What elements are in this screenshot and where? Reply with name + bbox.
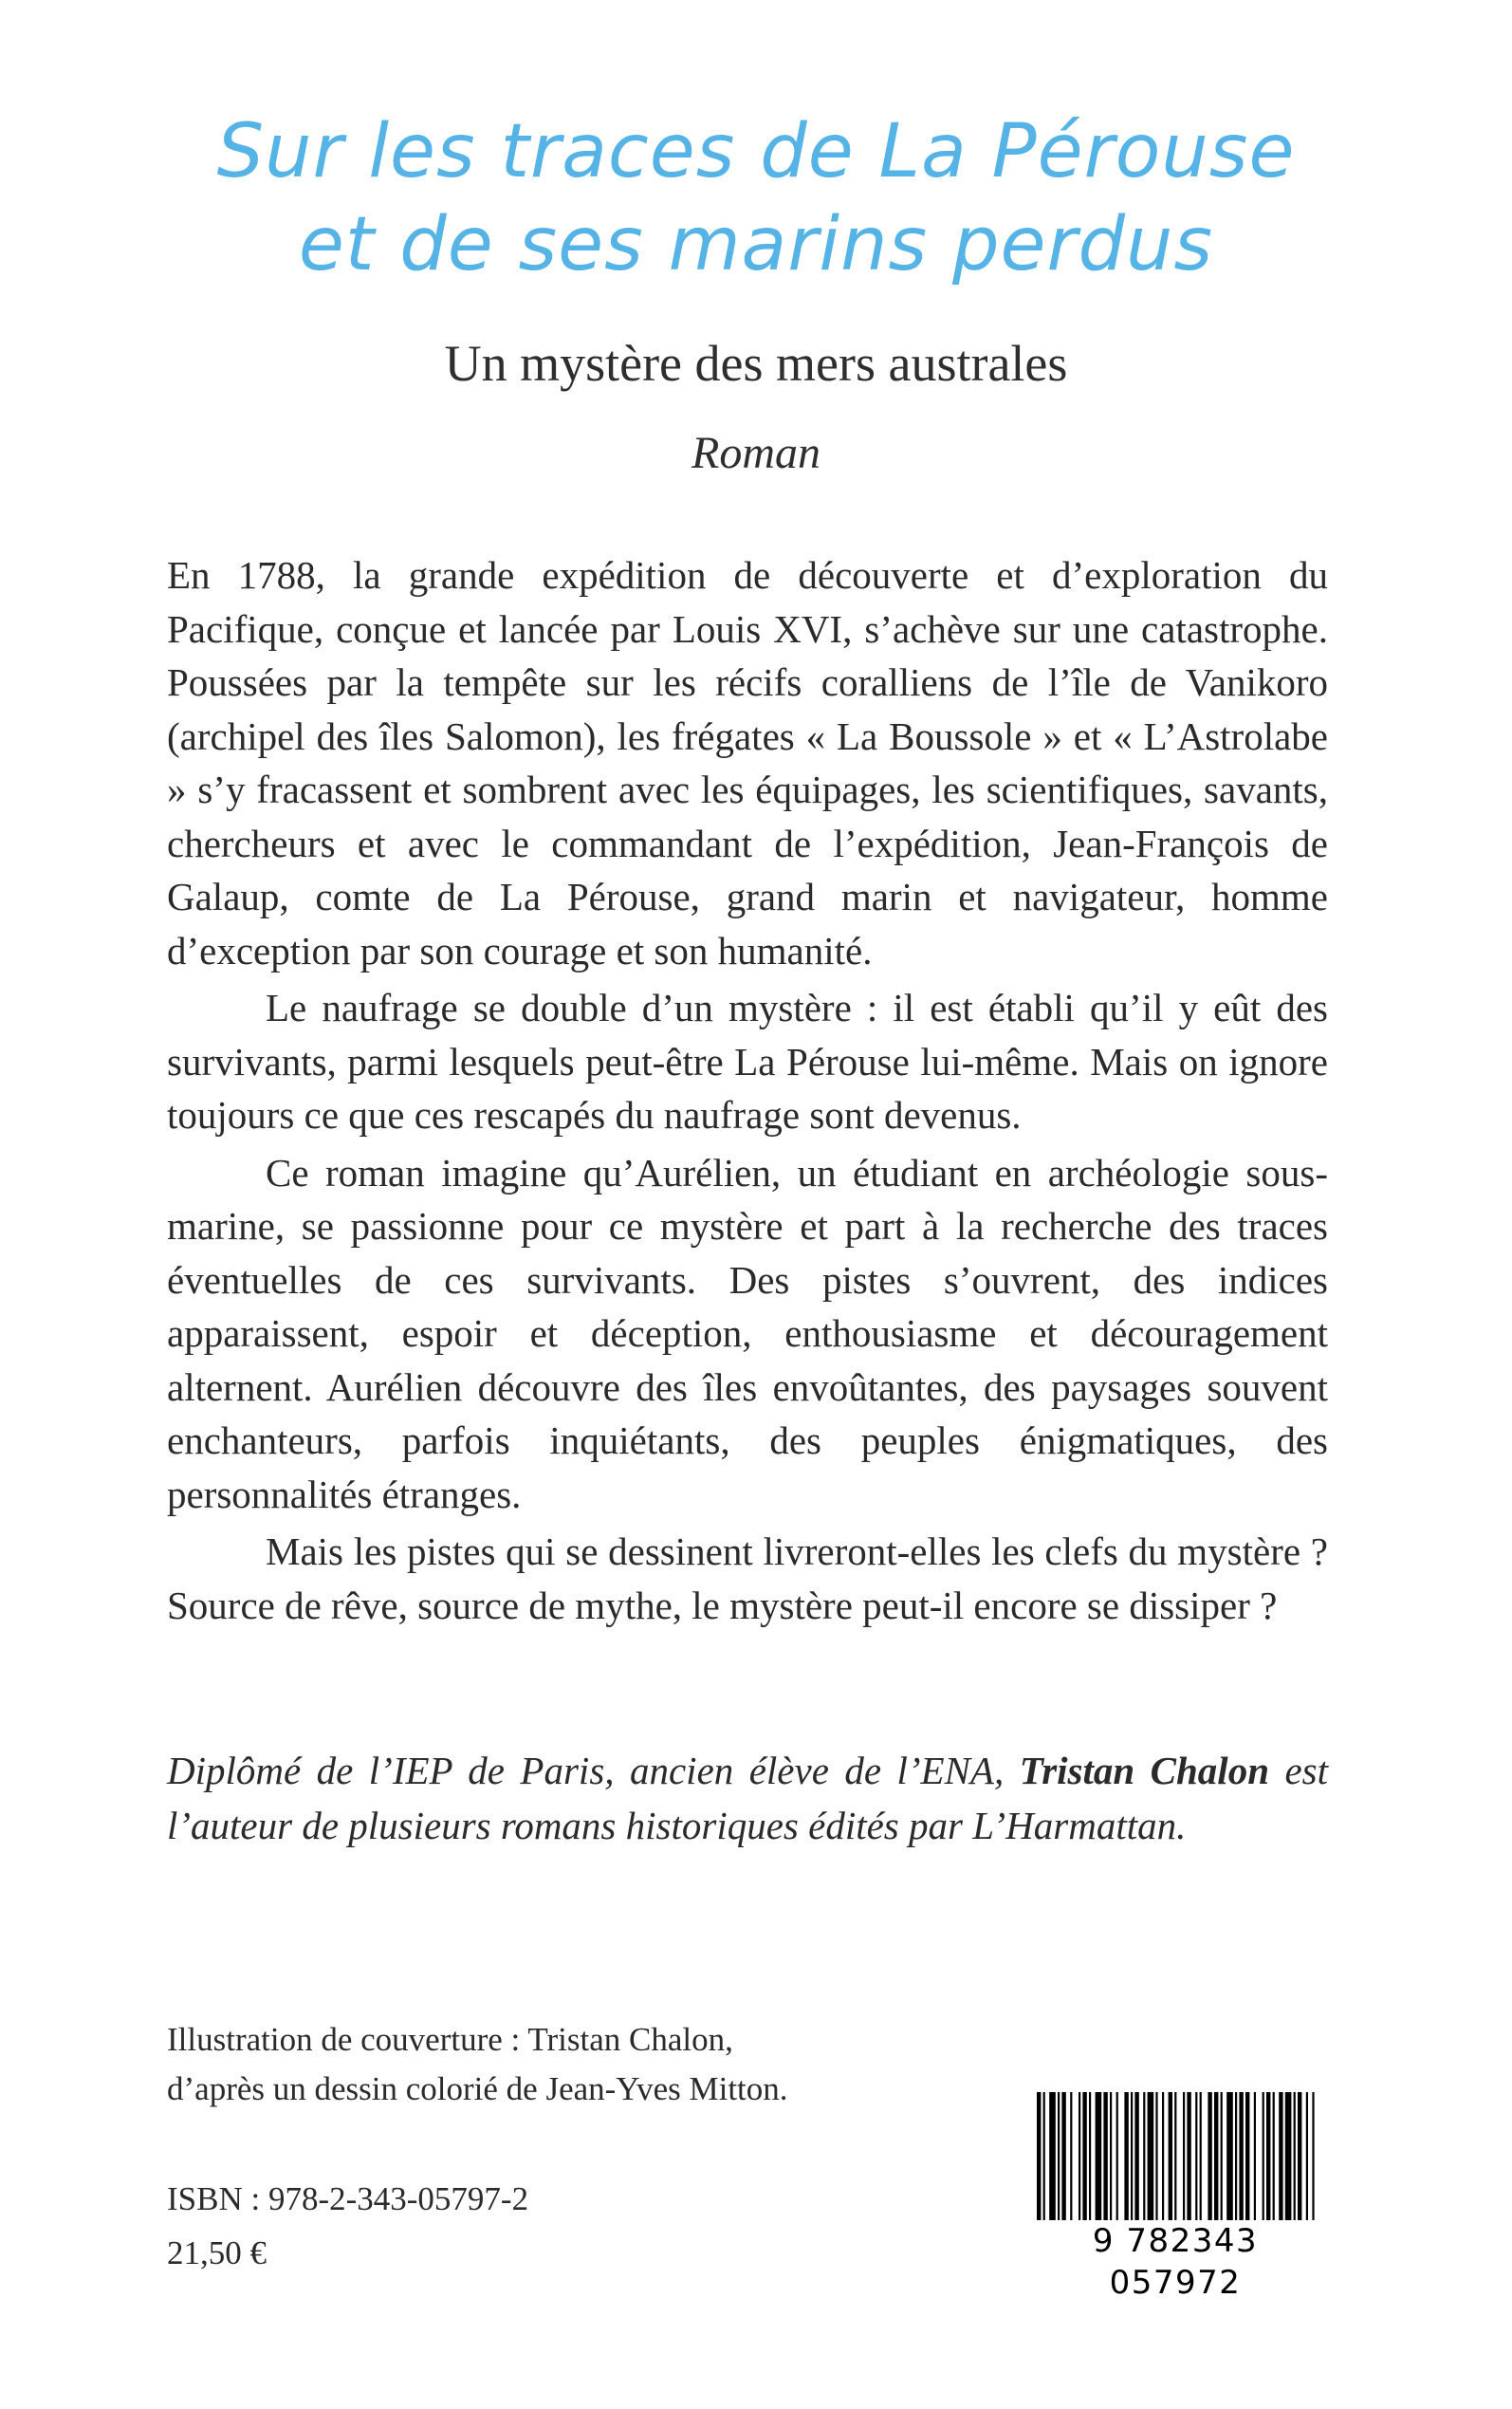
barcode-bar	[1155, 2092, 1157, 2220]
barcode-bar	[1148, 2092, 1154, 2220]
barcode-bar	[1037, 2092, 1041, 2234]
barcode-bar	[1082, 2092, 1086, 2220]
barcode-digits: 9 782343 057972	[1033, 2220, 1318, 2304]
barcode-bar	[1266, 2092, 1270, 2220]
barcode-bar	[1254, 2092, 1256, 2220]
blurb-paragraph-1: En 1788, la grande expédition de découverte et d’exploration du Pacifique, conçue et lancée par Louis XVI, s’achève sur une catastrophe. Poussées par la tempête sur les récifs coralliens de l’île de Vanikoro (archipel des îles Salomon), les frégates « La Boussole » et « L’Astrolabe » s’y fracassent et sombrent avec les équipages, les scientifiques, savants, chercheurs et avec le commandant de l’expédition, Jean-François de Galaup, comte de La Pérouse, grand marin et navigateur, homme d’exception par son courage et son humanité.	[167, 553, 1328, 973]
barcode-bar	[1131, 2092, 1133, 2220]
barcode-bar	[1169, 2092, 1172, 2220]
barcode-bar	[1183, 2092, 1185, 2220]
barcode-bar	[1294, 2092, 1296, 2220]
book-title-line-2: et de ses marins perdus	[298, 202, 1214, 287]
author-bio-intro: Diplômé de l’IEP de Paris, ancien élève de l’ENA,	[167, 1749, 1020, 1792]
barcode-bar	[1239, 2092, 1243, 2220]
barcode-bar	[1312, 2092, 1314, 2220]
barcode-bar	[1298, 2092, 1301, 2220]
barcode-bar	[1116, 2092, 1118, 2220]
barcode-bar	[1273, 2092, 1275, 2220]
blurb-paragraph-4: Mais les pistes qui se dessinent livreront-elles les clefs du mystère ? Source de rêve, source de mythe, le mystère peut-il encore se dissiper ?	[167, 1529, 1328, 1627]
author-bio-rest: est l’auteur de plusieurs romans historiques édités par L’Harmattan.	[167, 1749, 1328, 1847]
cover-credits	[167, 2015, 1021, 2114]
barcode-bar	[1187, 2092, 1190, 2234]
barcode-bar	[1096, 2092, 1102, 2220]
barcode-bar	[1279, 2092, 1282, 2220]
barcode-bar	[1214, 2092, 1218, 2220]
barcode-bars	[1037, 2092, 1315, 2234]
barcode-bar	[1043, 2092, 1045, 2234]
barcode-bar	[1245, 2092, 1249, 2220]
barcode-bar	[1061, 2092, 1065, 2220]
barcode-bar	[1285, 2092, 1292, 2220]
isbn: ISBN : 978-2-343-05797-2	[167, 2180, 529, 2217]
barcode-bar	[1058, 2092, 1060, 2220]
blurb-paragraph-2: Le naufrage se double d’un mystère : il est établi qu’il y eût des survivants, parmi lesquels peut-être La Pérouse lui-même. Mais on ignore toujours ce que ces rescapés du naufrage sont devenus.	[167, 986, 1328, 1137]
author-name: Tristan Chalon	[1019, 1749, 1269, 1792]
barcode-bar	[1143, 2092, 1145, 2220]
book-subtitle: Un mystère des mers australes	[444, 335, 1068, 392]
author-bio	[167, 1743, 1328, 1853]
barcode-bar	[1306, 2092, 1308, 2220]
barcode-bar	[1195, 2092, 1197, 2234]
barcode-bar	[1226, 2092, 1233, 2220]
barcode-bar	[1263, 2092, 1264, 2220]
barcode-bar	[1103, 2092, 1107, 2220]
barcode-bar	[1174, 2092, 1176, 2220]
book-title-line-1: Sur les traces de La Pérouse	[216, 109, 1296, 195]
book-genre: Roman	[691, 428, 821, 478]
cover-credit-line-1: Illustration de couverture : Tristan Chalon,	[167, 2021, 733, 2058]
barcode-bar	[1070, 2092, 1072, 2220]
barcode-bar	[1200, 2092, 1202, 2220]
barcode-bar	[1208, 2092, 1211, 2220]
price: 21,50 €	[167, 2234, 267, 2271]
barcode-bar	[1162, 2092, 1164, 2220]
barcode-bar	[1079, 2092, 1080, 2220]
barcode-bar	[1235, 2092, 1237, 2220]
cover-credit-line-2: d’après un dessin colorié de Jean-Yves Mitton.	[167, 2070, 788, 2107]
barcode-bar	[1049, 2092, 1056, 2220]
barcode-bar	[1124, 2092, 1128, 2220]
barcode-bar	[1089, 2092, 1091, 2220]
blurb-paragraph-3: Ce roman imagine qu’Aurélien, un étudiant en archéologie sous-marine, se passionne pour ce mystère et part à la recherche des traces éventuelles de ces survivants. Des pistes s’ouvrent, des indices apparaissent, espoir et déception, enthousiasme et découragement alternent. Aurélien découvre des îles envoûtantes, des paysages souvent enchanteurs, parfois inquiétants, des peuples énigmatiques, des personnalités étranges.	[167, 1150, 1328, 1516]
barcode-bar	[1221, 2092, 1223, 2220]
barcode-bar	[1134, 2092, 1138, 2220]
blurb	[167, 548, 1328, 1636]
barcode-bar	[1110, 2092, 1112, 2220]
